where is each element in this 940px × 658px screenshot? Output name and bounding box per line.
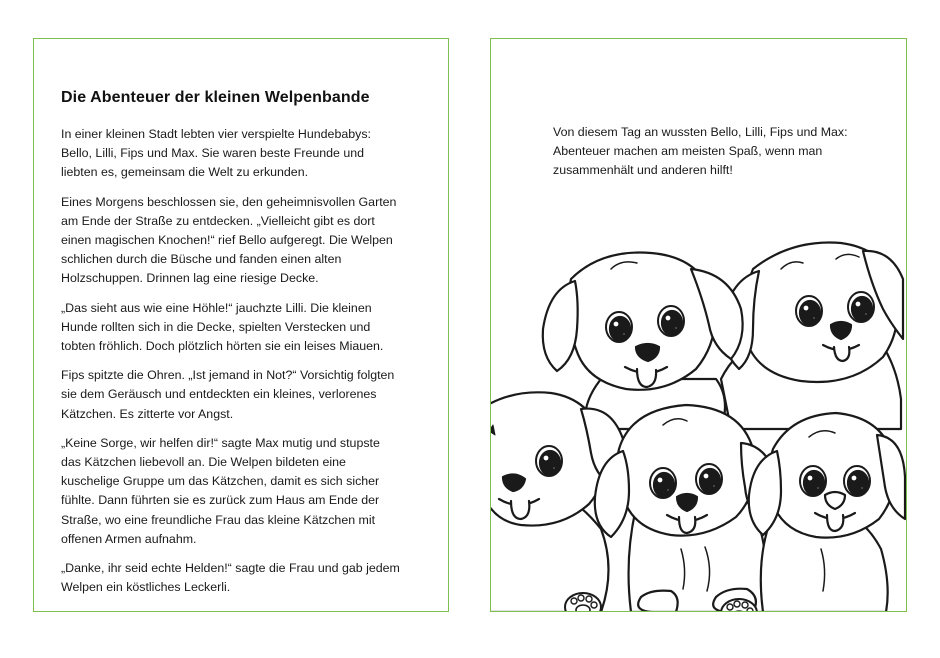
puppies-illustration — [491, 229, 906, 612]
puppy-front-right — [749, 413, 905, 612]
puppy-back-right — [721, 243, 903, 429]
story-page-right — [490, 38, 907, 612]
story-paragraph: In einer kleinen Stadt lebten vier verspielte Hundebabys: Bello, Lilli, Fips und Max. Sie waren beste Freunde und liebten es, gemeinsam die Welt zu erkunden. — [61, 127, 371, 180]
story-paragraph: „Das sieht aus wie eine Höhle!“ jauchzte Lilli. Die kleinen Hunde rollten sich in die Decke, spielten Verstecken und tobten fröhlich. Doch plötzlich hörten sie ein leises Miauen. — [61, 300, 384, 354]
story-paragraph: Fips spitzte die Ohren. „Ist jemand in Not?“ Vorsichtig folgten sie dem Geräusch und entdeckten ein kleines, verlorenes Kätzchen. Es zitterte vor Angst. — [61, 368, 395, 421]
closing-text: Von diesem Tag an wussten Bello, Lilli, Fips und Max: Abenteuer machen am meisten Spaß, wenn man zusammenhält und anderen hilft! — [553, 125, 848, 178]
story-paragraph: „Keine Sorge, wir helfen dir!“ sagte Max mutig und stupste das Kätzchen liebevoll an. Die Welpen bildeten eine kuschelige Gruppe um das Kätzchen, damit es sich sicher fühlte. Dann führten sie es zurück zum Haus am Ende der Straße, wo eine freundliche Frau das kleine Kätzchen mit offenen Armen aufnahm. — [61, 435, 380, 546]
story-title: Die Abenteuer der kleinen Welpenbande — [61, 89, 370, 106]
story-paragraph: Eines Morgens beschlossen sie, den geheimnisvollen Garten am Ende der Straße zu entdecken. „Vielleicht gibt es dort einen magischen Knochen!“ rief Bello aufgeregt. Die Welpen schlichen durch die Büsche und fanden einen alten Holzschuppen. Drinnen lag eine riesige Decke. — [61, 194, 397, 286]
story-paragraph: „Danke, ihr seid echte Helden!“ sagte die Frau und gab jedem Welpen ein köstliches Leckerli. — [61, 561, 400, 595]
story-page-left — [33, 38, 449, 612]
story-body — [61, 125, 401, 607]
